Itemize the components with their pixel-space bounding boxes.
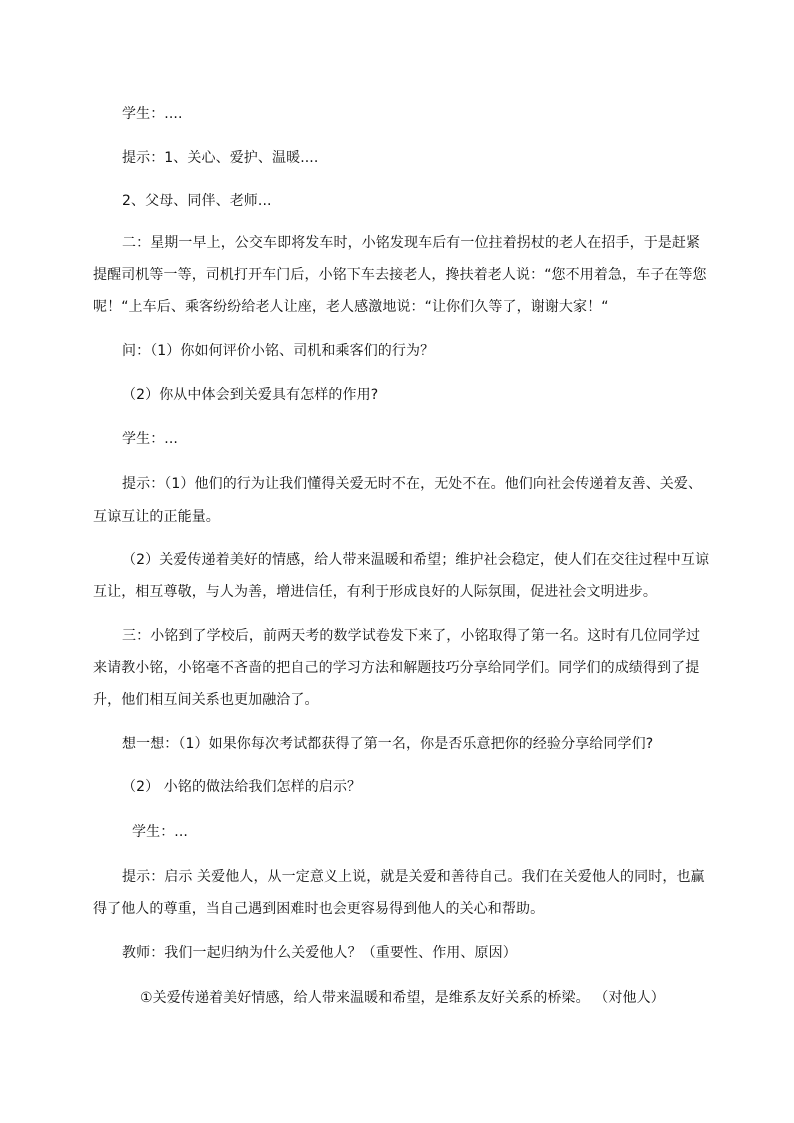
student-answer-3: 学生：...: [132, 824, 188, 840]
hint-3-line-2: 互谅互让的正能量。: [93, 509, 220, 525]
scenario-3-line-3: 升，他们相互间关系也更加融洽了。: [93, 692, 319, 708]
scenario-2-line-3: 呢！“上车后、乘客纷纷给老人让座，老人感激地说：“让你们久等了，谢谢大家！“: [93, 299, 609, 315]
hint-1: 提示：1、关心、爱护、温暖....: [122, 150, 319, 166]
student-answer-1: 学生：....: [122, 106, 183, 122]
hint-4-line-1: （2）关爱传递着美好的情感，给人带来温暖和希望；维护社会稳定，使人们在交往过程中互谅: [122, 552, 710, 568]
hint-3-line-1: 提示：（1）他们的行为让我们懂得关爱无时不在，无处不在。他们向社会传递着友善、关爱、: [122, 476, 703, 492]
scenario-2-line-1: 二：星期一早上，公交车即将发车时，小铭发现车后有一位拄着拐杖的老人在招手，于是赶紧: [122, 235, 701, 251]
think-question-2: （2） 小铭的做法给我们怎样的启示？: [122, 779, 362, 795]
hint-2: 2、父母、同伴、老师...: [122, 193, 272, 209]
scenario-3-line-2: 来请教小铭，小铭毫不吝啬的把自己的学习方法和解题技巧分享给同学们。同学们的成绩得到了提: [93, 660, 700, 676]
hint-5-line-1: 提示：启示 关爱他人，从一定意义上说，就是关爱和善待自己。我们在关爱他人的同时，也赢: [122, 869, 705, 885]
scenario-2-line-2: 提醒司机等一等，司机打开车门后，小铭下车去接老人，搀扶着老人说：“您不用着急，车子在等您: [93, 267, 707, 283]
think-question-1: 想一想：（1）如果你每次考试都获得了第一名，你是否乐意把你的经验分享给同学们?: [122, 736, 654, 752]
teacher-summary: 教师：我们一起归纳为什么关爱他人？（重要性、作用、原因）: [122, 945, 517, 961]
hint-5-line-2: 得了他人的尊重，当自己遇到困难时也会更容易得到他人的关心和帮助。: [93, 901, 545, 917]
hint-4-line-2: 互让，相互尊敬，与人为善，增进信任，有利于形成良好的人际氛围，促进社会文明进步。: [93, 584, 657, 600]
scenario-3-line-1: 三：小铭到了学校后，前两天考的数学试卷发下来了，小铭取得了第一名。这时有几位同学过: [122, 628, 701, 644]
question-2: （2）你从中体会到关爱具有怎样的作用?: [122, 387, 379, 403]
summary-point-1: ①关爱传递着美好情感，给人带来温暖和希望，是维系友好关系的桥梁。 （对他人）: [140, 990, 665, 1006]
student-answer-2: 学生：...: [122, 431, 178, 447]
question-1: 问：（1）你如何评价小铭、司机和乘客们的行为？: [122, 343, 435, 359]
